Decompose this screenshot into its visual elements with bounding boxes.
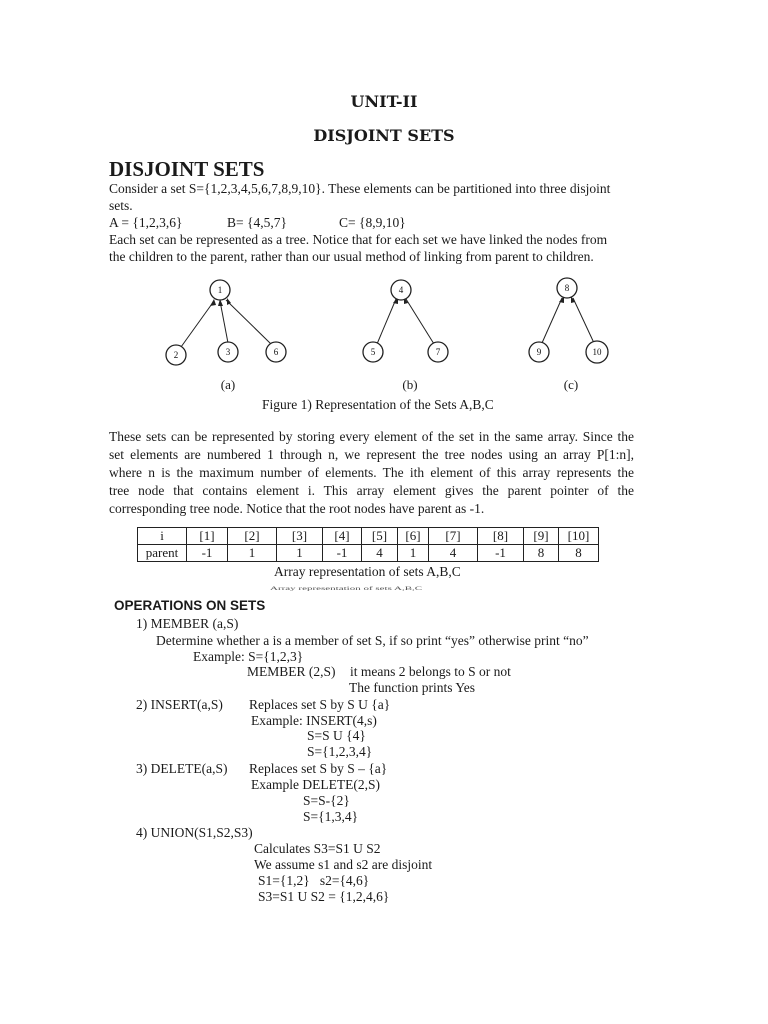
table-row	[138, 528, 599, 545]
table-cell: [8]	[478, 528, 524, 545]
delete-desc: Replaces set S by S – {a}	[249, 761, 388, 776]
table-cell: [6]	[398, 528, 429, 545]
delete-example: Example DELETE(2,S)	[251, 777, 380, 792]
table-cell: 1	[228, 545, 277, 562]
table-cell: [1]	[187, 528, 228, 545]
member-example: Example: S={1,2,3}	[193, 649, 304, 664]
table-cell: -1	[187, 545, 228, 562]
table-cell: 8	[559, 545, 599, 562]
insert-step-2: S={1,2,3,4}	[307, 744, 373, 759]
member-call: MEMBER (2,S)	[247, 664, 336, 679]
ghost-caption: Array representation of sets A,B,C	[270, 586, 423, 592]
unit-heading: UNIT-II	[350, 92, 418, 111]
union-desc: Calculates S3=S1 U S2	[254, 841, 381, 856]
row-header: i	[138, 528, 187, 545]
set-b: B= {4,5,7}	[227, 215, 287, 230]
table-row	[138, 545, 599, 562]
union-example-1: S1={1,2} s2={4,6}	[258, 873, 370, 888]
tree-node-label: 4	[398, 285, 404, 295]
tree-node-label: 10	[592, 347, 602, 357]
union-example-2: S3=S1 U S2 = {1,2,4,6}	[258, 889, 390, 904]
tree-label-c: (c)	[563, 377, 579, 392]
table-cell: 4	[362, 545, 398, 562]
tree-node-label: 1	[217, 285, 223, 295]
page-subtitle: DISJOINT SETS	[313, 126, 455, 145]
table-cell: [3]	[277, 528, 323, 545]
member-note: it means 2 belongs to S or not	[350, 664, 511, 679]
insert-example: Example: INSERT(4,s)	[251, 713, 377, 728]
table-cell: -1	[323, 545, 362, 562]
delete-step-1: S=S-{2}	[303, 793, 350, 808]
table-cell: [5]	[362, 528, 398, 545]
array-paragraph	[109, 428, 634, 518]
array-para-line: set elements are numbered 1 through n, we represent the tree nodes using an array P[1:n],	[109, 447, 634, 462]
tree-node-label: 3	[225, 347, 231, 357]
tree-node-label: 9	[536, 347, 542, 357]
tree-node-label: 2	[173, 350, 179, 360]
table-cell: 1	[277, 545, 323, 562]
array-para-line: tree node that contains element i. This array element gives the parent pointer of the	[109, 483, 634, 498]
insert-step-1: S=S U {4}	[307, 728, 366, 743]
tree-node-label: 5	[370, 347, 376, 357]
tree-node-label: 8	[564, 283, 570, 293]
figure-caption: Figure 1) Representation of the Sets A,B,C	[262, 397, 494, 412]
table-cell: -1	[478, 545, 524, 562]
intro-line-1: Consider a set S={1,2,3,4,5,6,7,8,9,10}. These elements can be partitioned into three disjoint	[109, 181, 611, 196]
array-para-line: where n is the maximum number of elements. The ith element of this array represents the	[109, 465, 634, 480]
array-para-line: corresponding tree node. Notice that the root nodes have parent as -1.	[109, 501, 485, 516]
tree-label-a: (a)	[220, 377, 236, 392]
operations-heading: OPERATIONS ON SETS	[114, 598, 266, 613]
table-cell: [4]	[323, 528, 362, 545]
intro-line-4: the children to the parent, rather than our usual method of linking from parent to children.	[109, 249, 594, 264]
tree-node-label: 7	[435, 347, 441, 357]
tree-label-b: (b)	[402, 377, 418, 392]
table-cell: [10]	[559, 528, 599, 545]
member-result: The function prints Yes	[349, 680, 475, 695]
member-title: 1) MEMBER (a,S)	[136, 616, 239, 631]
array-para-line: These sets can be represented by storing every element of the set in the same array. Since the	[109, 429, 634, 444]
insert-desc: Replaces set S by S U {a}	[249, 697, 391, 712]
insert-title: 2) INSERT(a,S)	[136, 697, 223, 712]
row-header: parent	[138, 545, 187, 562]
intro-line-2: sets.	[109, 198, 133, 213]
table-cell: [2]	[228, 528, 277, 545]
member-desc: Determine whether a is a member of set S, if so print “yes” otherwise print “no”	[156, 633, 589, 648]
tree-node-label: 6	[273, 347, 279, 357]
set-a: A = {1,2,3,6}	[109, 215, 183, 230]
table-cell: 1	[398, 545, 429, 562]
union-assume: We assume s1 and s2 are disjoint	[254, 857, 433, 872]
union-title: 4) UNION(S1,S2,S3)	[136, 825, 253, 840]
table-cell: [9]	[524, 528, 559, 545]
table-cell: [7]	[429, 528, 478, 545]
delete-step-2: S={1,3,4}	[303, 809, 359, 824]
delete-title: 3) DELETE(a,S)	[136, 761, 228, 776]
table-cell: 4	[429, 545, 478, 562]
tree-figure	[0, 270, 768, 410]
set-c: C= {8,9,10}	[339, 215, 406, 230]
table-caption: Array representation of sets A,B,C	[274, 564, 461, 579]
intro-line-3: Each set can be represented as a tree. Notice that for each set we have linked the nodes from	[109, 232, 608, 247]
table-cell: 8	[524, 545, 559, 562]
parent-array-table	[137, 527, 599, 562]
section-title: DISJOINT SETS	[109, 157, 265, 181]
